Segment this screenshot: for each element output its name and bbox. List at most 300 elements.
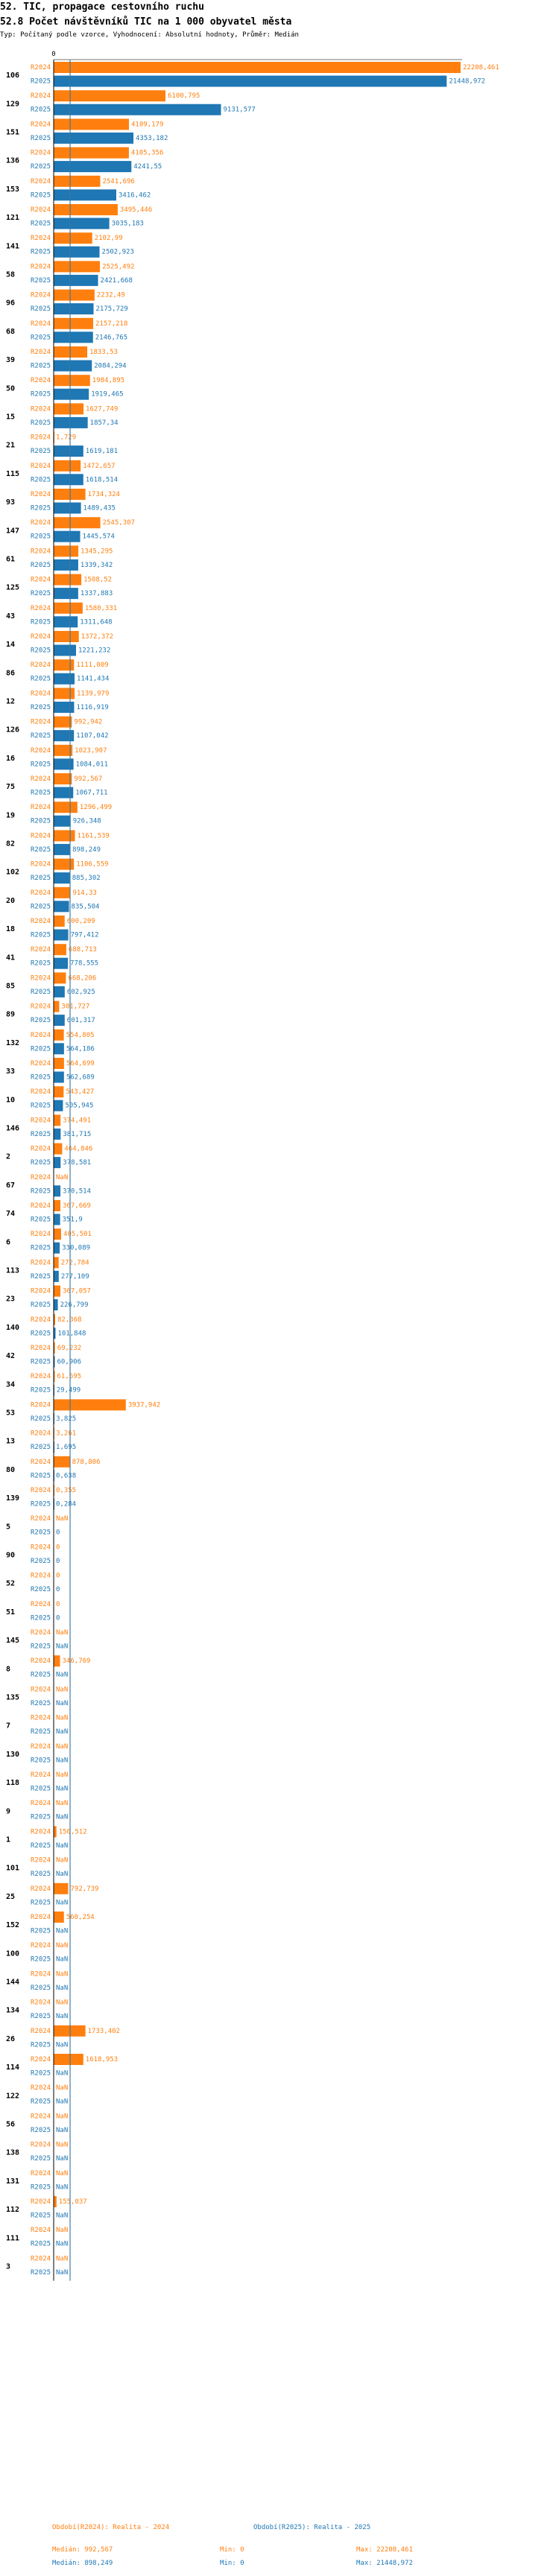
series-label-r2025: R2025 bbox=[31, 817, 51, 825]
series-label-r2024: R2024 bbox=[31, 462, 51, 470]
data-label: 601,317 bbox=[66, 1017, 95, 1025]
bar-r2025 bbox=[54, 1043, 64, 1054]
data-label: NaN bbox=[56, 1714, 69, 1722]
series-label-r2025: R2025 bbox=[31, 959, 51, 968]
series-label-r2025: R2025 bbox=[31, 846, 51, 854]
data-label: 277,109 bbox=[60, 1272, 89, 1281]
data-label: 4105,356 bbox=[130, 149, 164, 157]
series-label-r2025: R2025 bbox=[31, 988, 51, 996]
row-id-label: 147 bbox=[6, 527, 20, 536]
data-label: 2545,307 bbox=[102, 519, 135, 527]
bar-r2025 bbox=[54, 986, 65, 997]
series-label-r2024: R2024 bbox=[31, 64, 51, 72]
data-label: NaN bbox=[56, 2169, 69, 2177]
data-label: 2525,492 bbox=[102, 263, 135, 271]
data-label: NaN bbox=[56, 1686, 69, 1694]
series-label-r2024: R2024 bbox=[31, 149, 51, 157]
data-label: NaN bbox=[56, 1728, 69, 1736]
series-label-r2025: R2025 bbox=[31, 191, 51, 200]
row-id-label: 41 bbox=[6, 954, 16, 962]
bar-r2024 bbox=[54, 261, 100, 272]
bar-r2024 bbox=[54, 830, 75, 841]
bar-r2025 bbox=[54, 218, 110, 229]
row-id-label: 140 bbox=[6, 1323, 20, 1332]
series-label-r2024: R2024 bbox=[31, 92, 51, 101]
data-label: NaN bbox=[56, 1927, 69, 1935]
series-label-r2025: R2025 bbox=[31, 903, 51, 911]
row-id-label: 90 bbox=[6, 1551, 16, 1560]
data-label: 4241,55 bbox=[133, 163, 162, 171]
bar-r2024 bbox=[54, 887, 70, 898]
row-id-label: 3 bbox=[6, 2262, 11, 2271]
series-label-r2024: R2024 bbox=[31, 548, 51, 556]
data-label: 22208,461 bbox=[463, 64, 499, 72]
series-label-r2024: R2024 bbox=[31, 2113, 51, 2121]
data-label: 374,491 bbox=[63, 1117, 92, 1125]
series-label-r2025: R2025 bbox=[31, 1073, 51, 1082]
data-label: 0 bbox=[56, 1586, 60, 1594]
data-label: 1023,907 bbox=[75, 746, 107, 755]
series-label-r2024: R2024 bbox=[31, 235, 51, 243]
row-id-label: 101 bbox=[6, 1864, 20, 1873]
series-label-r2025: R2025 bbox=[31, 2212, 51, 2220]
bar-r2024 bbox=[54, 1030, 64, 1041]
bar-r2024 bbox=[54, 1086, 63, 1097]
row-id-label: 18 bbox=[6, 925, 16, 934]
data-label: 1508,52 bbox=[83, 576, 113, 584]
data-label: 1619,181 bbox=[85, 448, 119, 456]
data-label: 0 bbox=[56, 1614, 60, 1622]
series-label-r2024: R2024 bbox=[31, 1117, 51, 1125]
series-label-r2024: R2024 bbox=[31, 1003, 51, 1011]
data-label: 914,33 bbox=[72, 889, 97, 897]
row-id-label: 34 bbox=[6, 1380, 16, 1389]
data-label: 1141,434 bbox=[77, 675, 110, 683]
data-label: NaN bbox=[56, 1671, 69, 1679]
data-label: 0 bbox=[56, 1572, 60, 1580]
data-label: 405,501 bbox=[63, 1231, 92, 1239]
series-label-r2025: R2025 bbox=[31, 2268, 51, 2277]
bar-r2024 bbox=[54, 147, 129, 159]
row-id-label: 138 bbox=[6, 2148, 20, 2157]
series-label-r2024: R2024 bbox=[31, 662, 51, 670]
series-label-r2025: R2025 bbox=[31, 334, 51, 342]
data-label: 101,848 bbox=[57, 1330, 86, 1338]
bar-r2025 bbox=[54, 189, 116, 200]
row-id-label: 74 bbox=[6, 1210, 16, 1219]
data-label: 0 bbox=[56, 1600, 60, 1608]
data-label: 560,254 bbox=[66, 1914, 95, 1921]
bar-r2025 bbox=[54, 758, 74, 770]
series-label-r2024: R2024 bbox=[31, 121, 51, 129]
row-id-label: 126 bbox=[6, 726, 20, 735]
data-label: 992,567 bbox=[74, 775, 103, 783]
data-label: 226,799 bbox=[60, 1301, 89, 1310]
series-label-r2025: R2025 bbox=[31, 2069, 51, 2078]
series-label-r2025: R2025 bbox=[31, 1415, 51, 1423]
data-label: 346,769 bbox=[62, 1657, 91, 1666]
bar-r2025 bbox=[54, 1214, 60, 1225]
row-id-label: 53 bbox=[6, 1409, 16, 1418]
data-label: NaN bbox=[56, 1757, 69, 1765]
row-id-label: 153 bbox=[6, 185, 20, 194]
data-label: 69,232 bbox=[57, 1345, 82, 1352]
series-label-r2024: R2024 bbox=[31, 1600, 51, 1608]
series-label-r2025: R2025 bbox=[31, 1785, 51, 1793]
series-label-r2024: R2024 bbox=[31, 1031, 51, 1039]
row-id-label: 5 bbox=[6, 1523, 11, 1532]
data-label: 2175,729 bbox=[95, 305, 128, 314]
series-label-r2025: R2025 bbox=[31, 1614, 51, 1622]
bar-r2025 bbox=[54, 816, 71, 827]
row-id-label: 86 bbox=[6, 669, 16, 678]
bar-r2024 bbox=[54, 1883, 68, 1894]
series-label-r2024: R2024 bbox=[31, 1373, 51, 1381]
data-label: 1337,883 bbox=[80, 590, 113, 598]
bar-r2025 bbox=[54, 76, 446, 87]
data-label: NaN bbox=[56, 2268, 69, 2277]
series-label-r2024: R2024 bbox=[31, 746, 51, 755]
data-label: NaN bbox=[56, 2155, 69, 2163]
series-label-r2024: R2024 bbox=[31, 1515, 51, 1523]
series-label-r2025: R2025 bbox=[31, 1301, 51, 1310]
series-label-r2025: R2025 bbox=[31, 2098, 51, 2106]
bar-r2024 bbox=[54, 574, 81, 586]
data-label: 1618,953 bbox=[85, 2056, 119, 2063]
series-label-r2025: R2025 bbox=[31, 618, 51, 626]
series-label-r2025: R2025 bbox=[31, 476, 51, 484]
data-label: 602,925 bbox=[66, 988, 95, 996]
row-id-label: 68 bbox=[6, 327, 16, 336]
series-label-r2024: R2024 bbox=[31, 1287, 51, 1295]
series-label-r2025: R2025 bbox=[31, 533, 51, 541]
bar-r2024 bbox=[54, 631, 79, 642]
data-label: 0 bbox=[56, 1557, 60, 1565]
data-label: 4353,182 bbox=[136, 134, 168, 142]
series-label-r2025: R2025 bbox=[31, 1386, 51, 1395]
data-label: 4109,179 bbox=[131, 121, 164, 129]
data-label: 878,806 bbox=[72, 1458, 101, 1466]
row-id-label: 85 bbox=[6, 982, 16, 991]
row-id-label: 139 bbox=[6, 1494, 20, 1503]
legend-r2024-name: Období(R2024): Realita - 2024 bbox=[52, 2524, 170, 2531]
bar-r2025 bbox=[54, 1299, 58, 1310]
bar-r2025 bbox=[54, 531, 80, 542]
row-id-label: 43 bbox=[6, 612, 16, 621]
series-label-r2024: R2024 bbox=[31, 1572, 51, 1580]
series-label-r2024: R2024 bbox=[31, 519, 51, 527]
series-label-r2025: R2025 bbox=[31, 1699, 51, 1707]
series-label-r2025: R2025 bbox=[31, 1017, 51, 1025]
bar-r2025 bbox=[54, 645, 76, 656]
series-label-r2024: R2024 bbox=[31, 2227, 51, 2235]
series-label-r2024: R2024 bbox=[31, 690, 51, 698]
bar-r2024 bbox=[54, 659, 74, 670]
data-label: 1111,009 bbox=[76, 662, 109, 670]
series-label-r2025: R2025 bbox=[31, 1187, 51, 1196]
data-label: NaN bbox=[56, 1871, 69, 1879]
data-label: 351,9 bbox=[62, 1216, 83, 1224]
data-label: NaN bbox=[56, 2098, 69, 2106]
series-label-r2025: R2025 bbox=[31, 1216, 51, 1224]
bar-r2024 bbox=[54, 403, 83, 414]
row-id-label: 1 bbox=[6, 1836, 11, 1844]
bar-r2024 bbox=[54, 944, 66, 955]
series-label-r2024: R2024 bbox=[31, 177, 51, 185]
data-label: NaN bbox=[56, 2041, 69, 2049]
row-id-label: 145 bbox=[6, 1637, 20, 1646]
data-label: 778,555 bbox=[70, 959, 99, 968]
row-id-label: 125 bbox=[6, 583, 20, 592]
data-label: 1139,979 bbox=[77, 690, 110, 698]
bar-r2024 bbox=[54, 375, 90, 386]
data-label: 2146,765 bbox=[95, 334, 128, 342]
bar-r2024 bbox=[54, 2054, 83, 2065]
series-label-r2025: R2025 bbox=[31, 106, 51, 114]
data-label: 60,906 bbox=[57, 1358, 82, 1366]
bar-r2025 bbox=[54, 1243, 60, 1254]
series-label-r2024: R2024 bbox=[31, 1401, 51, 1409]
row-id-label: 80 bbox=[6, 1465, 16, 1474]
bar-r2024 bbox=[54, 460, 80, 472]
row-id-label: 7 bbox=[6, 1722, 11, 1730]
row-id-label: 144 bbox=[6, 1978, 20, 1987]
series-label-r2025: R2025 bbox=[31, 305, 51, 314]
series-label-r2025: R2025 bbox=[31, 675, 51, 683]
bar-r2025 bbox=[54, 1129, 60, 1140]
bar-r2025 bbox=[54, 616, 78, 627]
legend-r2024-max: Max: 22208,461 bbox=[356, 2546, 413, 2554]
legend-r2025-median: Medián: 898,249 bbox=[52, 2560, 113, 2567]
legend-r2025-name: Období(R2025): Realita - 2025 bbox=[253, 2524, 371, 2531]
series-label-r2024: R2024 bbox=[31, 1487, 51, 1494]
row-id-label: 61 bbox=[6, 555, 16, 564]
series-label-r2025: R2025 bbox=[31, 1358, 51, 1366]
series-label-r2025: R2025 bbox=[31, 1871, 51, 1879]
series-label-r2024: R2024 bbox=[31, 377, 51, 385]
data-label: 1,729 bbox=[56, 434, 77, 442]
series-label-r2025: R2025 bbox=[31, 390, 51, 399]
row-id-label: 141 bbox=[6, 242, 20, 251]
bar-r2024 bbox=[54, 176, 100, 187]
series-label-r2025: R2025 bbox=[31, 1500, 51, 1509]
series-label-r2024: R2024 bbox=[31, 2198, 51, 2206]
bar-r2024 bbox=[54, 717, 72, 728]
row-id-label: 2 bbox=[6, 1152, 11, 1161]
bar-r2025 bbox=[54, 1271, 59, 1282]
series-label-r2024: R2024 bbox=[31, 1885, 51, 1893]
series-label-r2025: R2025 bbox=[31, 1757, 51, 1765]
series-label-r2024: R2024 bbox=[31, 1316, 51, 1324]
data-label: 155,037 bbox=[58, 2198, 87, 2206]
data-label: 1833,53 bbox=[89, 349, 119, 356]
data-label: 1084,011 bbox=[75, 761, 109, 769]
row-id-label: 12 bbox=[6, 697, 16, 706]
series-label-r2025: R2025 bbox=[31, 1529, 51, 1537]
series-label-r2024: R2024 bbox=[31, 1458, 51, 1466]
data-label: 1618,514 bbox=[85, 476, 119, 484]
bar-r2025 bbox=[54, 1185, 60, 1196]
bar-r2025 bbox=[54, 1157, 60, 1168]
bar-r2024 bbox=[54, 204, 118, 215]
row-id-label: 25 bbox=[6, 1892, 16, 1901]
data-label: 1733,402 bbox=[87, 2027, 120, 2035]
bar-r2024 bbox=[54, 1912, 64, 1923]
data-label: NaN bbox=[56, 1771, 69, 1779]
bar-r2024 bbox=[54, 1228, 61, 1240]
row-id-label: 111 bbox=[6, 2234, 20, 2243]
bar-r2024 bbox=[54, 1001, 59, 1012]
data-label: NaN bbox=[56, 1955, 69, 1964]
data-label: 0,284 bbox=[56, 1500, 77, 1509]
data-label: 797,412 bbox=[70, 931, 99, 939]
data-label: 1107,042 bbox=[76, 732, 109, 740]
data-label: 505,945 bbox=[65, 1102, 94, 1110]
series-label-r2025: R2025 bbox=[31, 931, 51, 939]
row-id-label: 115 bbox=[6, 469, 20, 478]
row-id-label: 114 bbox=[6, 2063, 20, 2072]
row-id-label: 96 bbox=[6, 299, 16, 308]
data-label: 1984,895 bbox=[92, 377, 125, 385]
legend-r2025-max: Max: 21448,972 bbox=[356, 2560, 413, 2567]
data-label: NaN bbox=[56, 1942, 69, 1950]
series-label-r2024: R2024 bbox=[31, 1686, 51, 1694]
row-id-label: 33 bbox=[6, 1067, 16, 1076]
data-label: 464,846 bbox=[64, 1145, 93, 1153]
data-label: NaN bbox=[56, 1984, 69, 1992]
bar-r2025 bbox=[54, 303, 93, 314]
series-label-r2025: R2025 bbox=[31, 77, 51, 86]
data-label: 0 bbox=[56, 1544, 60, 1552]
data-label: NaN bbox=[56, 2141, 69, 2149]
row-id-label: 14 bbox=[6, 641, 16, 650]
bar-r2025 bbox=[54, 104, 221, 115]
series-label-r2025: R2025 bbox=[31, 1671, 51, 1679]
series-label-r2024: R2024 bbox=[31, 918, 51, 925]
data-label: 688,713 bbox=[68, 946, 97, 954]
row-id-label: 152 bbox=[6, 1921, 20, 1930]
data-label: 9131,577 bbox=[223, 106, 256, 114]
bar-r2024 bbox=[54, 1143, 62, 1155]
data-label: 1580,331 bbox=[84, 604, 118, 612]
series-label-r2024: R2024 bbox=[31, 804, 51, 812]
series-label-r2024: R2024 bbox=[31, 1173, 51, 1181]
series-label-r2025: R2025 bbox=[31, 561, 51, 569]
row-id-label: 52 bbox=[6, 1579, 16, 1588]
series-label-r2024: R2024 bbox=[31, 1970, 51, 1979]
data-label: NaN bbox=[56, 2084, 69, 2093]
bar-r2024 bbox=[54, 118, 129, 130]
data-label: NaN bbox=[56, 2183, 69, 2192]
data-label: 564,186 bbox=[66, 1045, 95, 1053]
data-label: NaN bbox=[56, 1856, 69, 1865]
series-label-r2025: R2025 bbox=[31, 1927, 51, 1935]
bar-r2024 bbox=[54, 1655, 60, 1666]
series-label-r2025: R2025 bbox=[31, 248, 51, 256]
series-label-r2025: R2025 bbox=[31, 1472, 51, 1480]
bar-r2024 bbox=[54, 1200, 60, 1211]
data-label: 543,427 bbox=[66, 1088, 95, 1097]
data-label: 1919,465 bbox=[91, 390, 124, 399]
bar-r2024 bbox=[54, 545, 78, 556]
series-label-r2025: R2025 bbox=[31, 703, 51, 711]
bar-r2025 bbox=[54, 445, 83, 457]
series-label-r2024: R2024 bbox=[31, 1544, 51, 1552]
row-id-label: 118 bbox=[6, 1779, 20, 1788]
series-label-r2025: R2025 bbox=[31, 590, 51, 598]
series-label-r2025: R2025 bbox=[31, 448, 51, 456]
series-label-r2025: R2025 bbox=[31, 2240, 51, 2248]
x-tick-label: 0 bbox=[51, 51, 56, 58]
bar-r2025 bbox=[54, 1072, 64, 1083]
series-label-r2024: R2024 bbox=[31, 1430, 51, 1438]
data-label: 2157,218 bbox=[95, 320, 128, 328]
row-id-label: 26 bbox=[6, 2034, 16, 2043]
bar-r2025 bbox=[54, 702, 74, 713]
series-label-r2024: R2024 bbox=[31, 1060, 51, 1067]
row-id-label: 42 bbox=[6, 1352, 16, 1361]
series-label-r2024: R2024 bbox=[31, 320, 51, 328]
row-id-label: 6 bbox=[6, 1238, 11, 1247]
series-label-r2025: R2025 bbox=[31, 732, 51, 740]
data-label: 0 bbox=[56, 1529, 60, 1537]
data-label: NaN bbox=[56, 1742, 69, 1751]
data-label: 381,715 bbox=[63, 1130, 92, 1138]
data-label: NaN bbox=[56, 1515, 69, 1523]
series-label-r2024: R2024 bbox=[31, 860, 51, 869]
bar-r2025 bbox=[54, 275, 98, 286]
data-label: 2502,923 bbox=[101, 248, 134, 256]
data-label: 1106,559 bbox=[76, 860, 109, 869]
series-label-r2025: R2025 bbox=[31, 1841, 51, 1850]
row-id-label: 113 bbox=[6, 1266, 20, 1275]
data-label: 1445,574 bbox=[82, 533, 115, 541]
series-label-r2025: R2025 bbox=[31, 1130, 51, 1138]
series-label-r2024: R2024 bbox=[31, 1202, 51, 1210]
bar-r2025 bbox=[54, 474, 83, 485]
row-id-label: 50 bbox=[6, 384, 16, 393]
row-id-label: 112 bbox=[6, 2206, 20, 2215]
bar-r2025 bbox=[54, 673, 75, 685]
data-label: 301,727 bbox=[61, 1003, 90, 1011]
row-id-label: 135 bbox=[6, 1693, 20, 1702]
series-label-r2024: R2024 bbox=[31, 946, 51, 954]
series-label-r2024: R2024 bbox=[31, 832, 51, 840]
bar-r2024 bbox=[54, 603, 83, 614]
data-label: 3937,942 bbox=[127, 1401, 161, 1409]
bar-r2024 bbox=[54, 2196, 57, 2207]
series-label-r2024: R2024 bbox=[31, 1088, 51, 1097]
data-label: 6100,795 bbox=[167, 92, 200, 101]
series-label-r2025: R2025 bbox=[31, 1444, 51, 1452]
series-label-r2024: R2024 bbox=[31, 718, 51, 726]
data-label: 3416,462 bbox=[118, 191, 151, 200]
series-label-r2025: R2025 bbox=[31, 2126, 51, 2134]
bar-r2025 bbox=[54, 958, 68, 969]
data-label: 3,825 bbox=[56, 1415, 77, 1423]
chart-meta: Typ: Počítaný podle vzorce, Vyhodnocení: Absolutní hodnoty, Průměr: Medián bbox=[0, 31, 299, 39]
data-label: 1372,372 bbox=[80, 633, 114, 641]
series-label-r2024: R2024 bbox=[31, 1657, 51, 1666]
series-label-r2024: R2024 bbox=[31, 775, 51, 783]
series-label-r2025: R2025 bbox=[31, 1955, 51, 1964]
series-label-r2024: R2024 bbox=[31, 1800, 51, 1808]
data-label: 2102,99 bbox=[94, 235, 123, 243]
data-label: 898,249 bbox=[72, 846, 101, 854]
data-label: 1734,324 bbox=[87, 491, 120, 498]
bar-r2025 bbox=[54, 247, 100, 258]
bar-r2024 bbox=[54, 517, 101, 528]
